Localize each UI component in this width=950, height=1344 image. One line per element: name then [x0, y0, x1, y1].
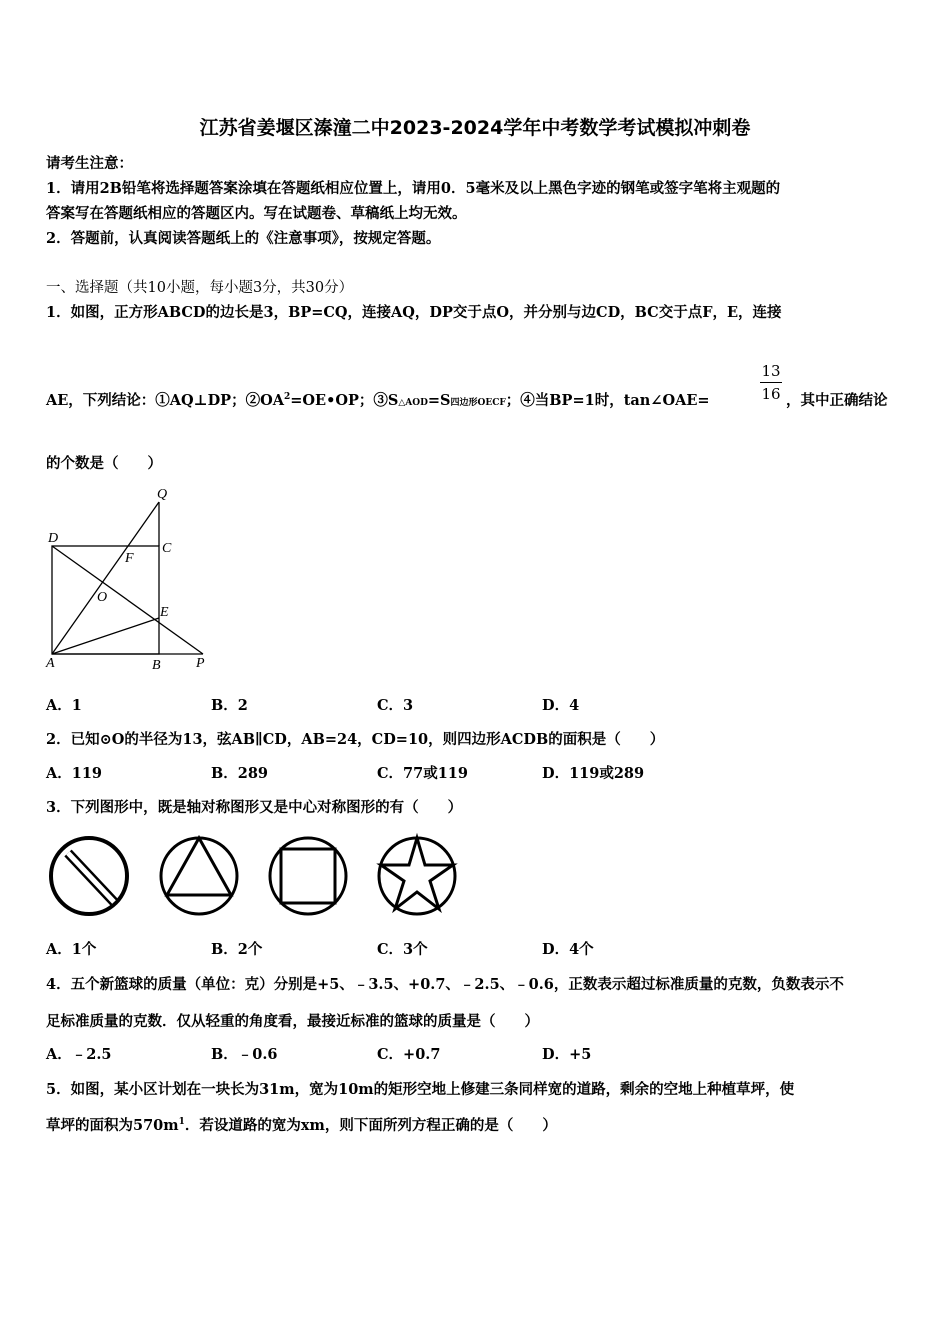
notice-heading: 请考生注意：	[46, 155, 133, 172]
q1-line-1: 1．如图，正方形ABCD的边长是3，BP=CQ，连接AQ，DP交于点O，并分别与边CD，BC交于点F，E，连接	[46, 304, 782, 321]
line-aq	[52, 502, 159, 654]
q1-line-2	[46, 389, 710, 410]
circle-star-shape	[379, 838, 455, 914]
label-c: C	[162, 541, 172, 556]
fraction-bar	[760, 382, 782, 383]
label-f: F	[125, 551, 134, 566]
notice-item-2: 2．答题前，认真阅读答题纸上的《注意事项》，按规定答题。	[46, 230, 441, 247]
q1-fraction-denominator: 16	[761, 385, 781, 403]
q2-option-a[interactable]: A．119	[46, 765, 103, 782]
label-e: E	[160, 605, 169, 620]
q5-superscript: 1	[178, 1117, 185, 1128]
line-ae	[52, 618, 159, 654]
q1-line-3: 的个数是（ ）	[46, 455, 162, 472]
q5-line-2-part-b: ．若设道路的宽为xm，则下面所列方程正确的是（ ）	[184, 1117, 557, 1134]
q2-option-c[interactable]: C．77或119	[377, 765, 468, 782]
q4-option-a[interactable]: A．﹣2.5	[46, 1046, 112, 1063]
label-d: D	[48, 531, 59, 546]
label-b: B	[152, 658, 161, 673]
q3-text: 3．下列图形中，既是轴对称图形又是中心对称图形的有（ ）	[46, 799, 463, 816]
q5-line-2	[46, 1114, 557, 1135]
q1-line-2-part-b: =OE•OP；③S	[290, 392, 399, 409]
q5-line-2-part-a: 草坪的面积为570m	[46, 1117, 179, 1134]
q4-option-b[interactable]: B．﹣0.6	[211, 1046, 278, 1063]
q1-line-2-part-d: ；④当BP=1时，tan∠OAE=	[505, 392, 710, 409]
q1-geometry-figure	[40, 485, 220, 675]
label-q: Q	[157, 487, 168, 502]
exam-title: 江苏省姜堰区溱潼二中2023-2024学年中考数学考试模拟冲刺卷	[199, 117, 751, 139]
q1-option-c[interactable]: C．3	[377, 697, 414, 714]
q3-option-c[interactable]: C．3个	[377, 941, 428, 958]
notice-item-1-line-1: 1．请用2B铅笔将选择题答案涂填在答题纸相应位置上，请用0．5毫米及以上黑色字迹的钢笔或签字笔将主观题的	[46, 180, 781, 197]
q1-option-d[interactable]: D．4	[542, 697, 580, 714]
label-a: A	[46, 656, 55, 671]
q4-option-c[interactable]: C．+0.7	[377, 1046, 441, 1063]
q1-subscript-oecf: 四边形OECF	[450, 398, 506, 408]
q1-line-2-part-c: =S	[427, 392, 451, 409]
q1-fraction-numerator: 13	[761, 362, 781, 380]
notice-item-1-line-2: 答案写在答题纸相应的答题区内。写在试题卷、草稿纸上均无效。	[46, 205, 467, 222]
q5-line-1: 5．如图，某小区计划在一块长为31m，宽为10m的矩形空地上修建三条同样宽的道路，剩余的空地上种植草坪，使	[46, 1081, 795, 1098]
q2-option-d[interactable]: D．119或289	[542, 765, 645, 782]
q3-shapes-figure	[44, 830, 460, 920]
section-heading: 一、选择题（共10小题，每小题3分，共30分）	[46, 280, 354, 296]
q2-text: 2．已知⊙O的半径为13，弦AB∥CD，AB=24，CD=10，则四边形ACDB的面积是（ ）	[46, 731, 665, 748]
q4-line-1: 4．五个新篮球的质量（单位：克）分别是+5、﹣3.5、+0.7、﹣2.5、﹣0.6，正数表示超过标准质量的克数，负数表示不	[46, 976, 844, 993]
circle-triangle-shape	[161, 838, 237, 914]
q1-subscript-aod: △AOD	[398, 398, 428, 408]
q4-line-2: 足标准质量的克数．仅从轻重的角度看，最接近标准的篮球的质量是（ ）	[46, 1013, 539, 1030]
q4-option-d[interactable]: D．+5	[542, 1046, 592, 1063]
q3-option-d[interactable]: D．4个	[542, 941, 594, 958]
q3-option-a[interactable]: A．1个	[46, 941, 97, 958]
q1-fraction	[760, 362, 782, 403]
circle-square-shape	[270, 838, 346, 914]
q1-option-b[interactable]: B．2	[211, 697, 248, 714]
q2-option-b[interactable]: B．289	[211, 765, 269, 782]
q1-option-a[interactable]: A．1	[46, 697, 82, 714]
q1-line-2-part-a: AE，下列结论：①AQ⊥DP；②OA	[46, 392, 284, 409]
label-p: P	[196, 656, 205, 671]
q1-superscript: 2	[283, 392, 291, 403]
q1-line-2-end: ，其中正确结论	[786, 392, 888, 409]
label-o: O	[97, 590, 108, 605]
q3-option-b[interactable]: B．2个	[211, 941, 263, 958]
circle-slash-shape	[51, 838, 127, 914]
